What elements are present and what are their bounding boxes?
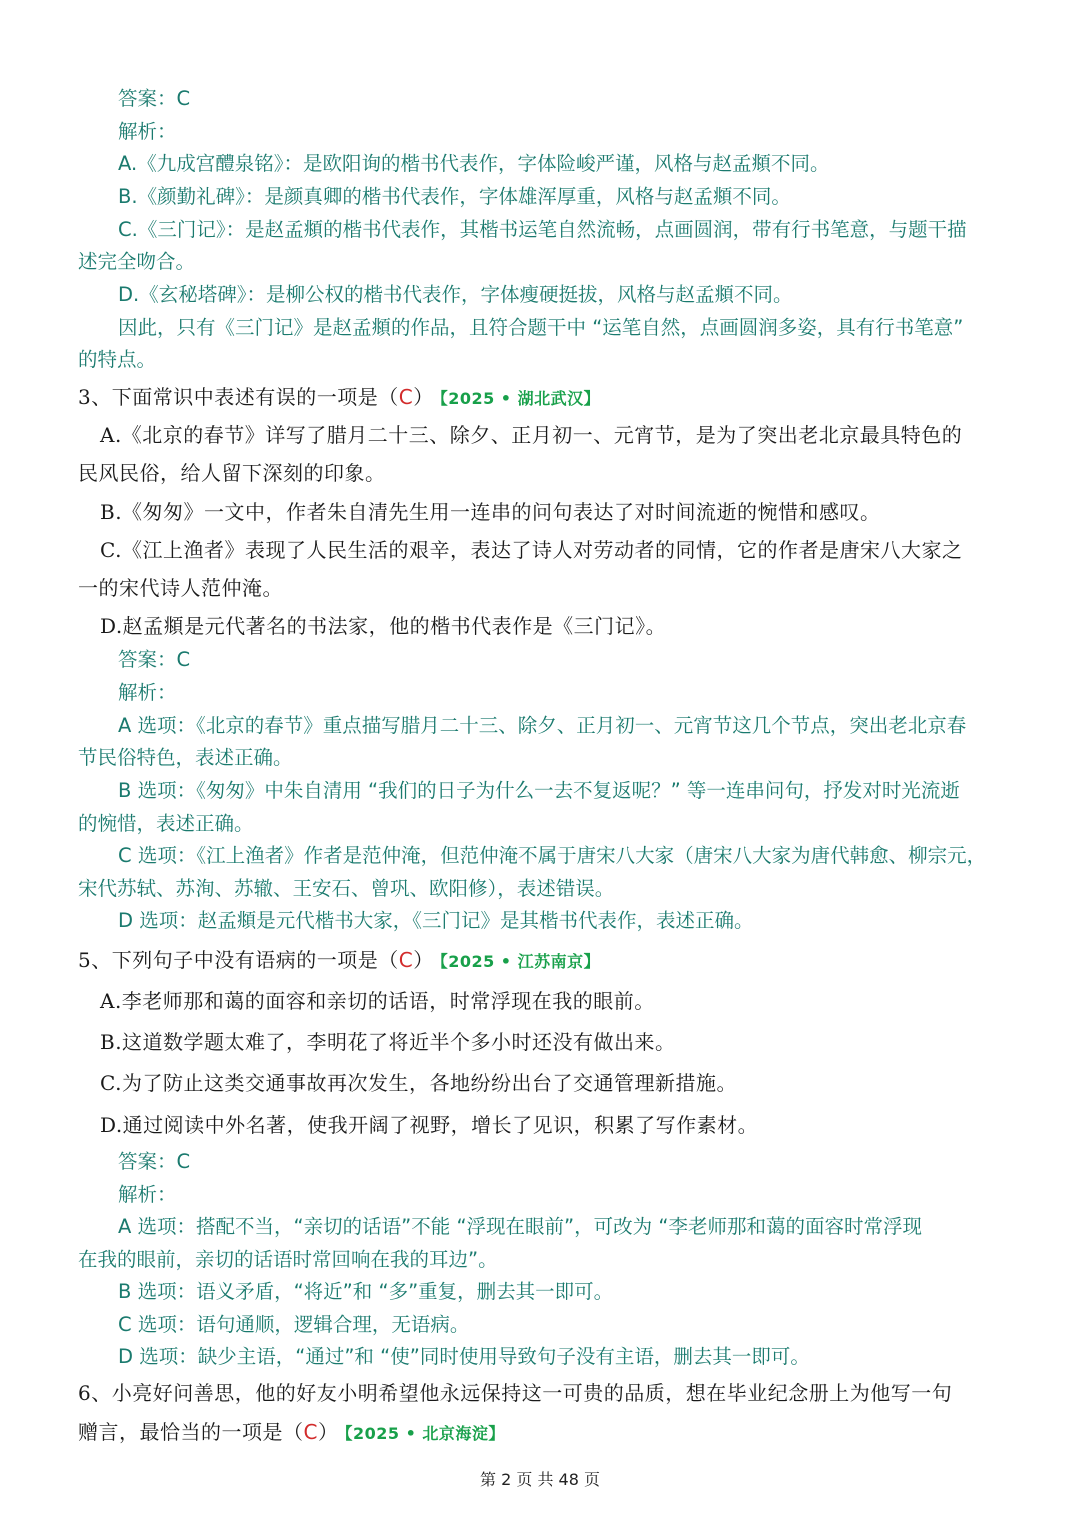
answer-line — [118, 280, 1048, 310]
answer-letter: C — [303, 1420, 318, 1444]
source-tag: 【2025 • 江苏南京】 — [439, 952, 601, 971]
source-tag: 【2025 • 湖北武汉】 — [439, 389, 601, 408]
line-text: 解析： — [118, 1183, 177, 1206]
question-line — [78, 945, 1008, 977]
line-text: C.《三门记》：是赵孟頫的楷书代表作，其楷书运笔自然流畅，点画圆润，带有行书笔意，与题干描 — [118, 218, 967, 241]
answer-line — [118, 215, 1048, 245]
question-line — [100, 1110, 1030, 1140]
answer-line — [118, 149, 1048, 179]
question-line — [78, 458, 1008, 488]
line-text: A 选项：《北京的春节》重点描写腊月二十三、除夕、正月初一、元宵节这几个节点，突出老北京春 — [118, 714, 967, 737]
line-text: B.《匆匆》一文中，作者朱自清先生用一连串的问句表达了对时间流逝的惋惜和感叹。 — [100, 500, 881, 524]
line-text: B.《颜勤礼碑》：是颜真卿的楷书代表作，字体雄浑厚重，风格与赵孟頫不同。 — [118, 185, 791, 208]
line-text: A 选项：搭配不当，“亲切的话语”不能 “浮现在眼前”，可改为 “李老师那和蔼的面容时常浮现 — [118, 1215, 922, 1238]
line-text: B 选项：语义矛盾，“将近”和 “多”重复，删去其一即可。 — [118, 1280, 614, 1303]
answer-line — [78, 874, 1008, 904]
question-line — [100, 535, 1030, 565]
line-text: D.《玄秘塔碑》：是柳公权的楷书代表作，字体瘦硬挺拔，风格与赵孟頫不同。 — [118, 283, 793, 306]
line-text: 宋代苏轼、苏洵、苏辙、王安石、曾巩、欧阳修），表述错误。 — [78, 877, 615, 900]
question-line — [100, 1068, 1030, 1098]
answer-line — [118, 1180, 1048, 1210]
line-text: D.赵孟頫是元代著名的书法家，他的楷书代表作是《三门记》。 — [100, 614, 667, 638]
page-footer: 第 2 页 共 48 页 — [480, 1470, 600, 1489]
answer-line — [118, 1310, 1048, 1340]
line-text: 述完全吻合。 — [78, 250, 196, 273]
answer-line — [118, 906, 1048, 936]
answer-line — [118, 182, 1048, 212]
line-text: 民风民俗，给人留下深刻的印象。 — [78, 461, 386, 485]
line-text: D.通过阅读中外名著，使我开阔了视野，增长了见识，积累了写作素材。 — [100, 1113, 759, 1137]
line-text: 赠言，最恰当的一项是（ — [78, 1420, 304, 1444]
line-text: B 选项：《匆匆》中朱自清用 “我们的日子为什么一去不复返呢？” 等一连串问句，抒发对时光流逝 — [118, 779, 960, 802]
line-text: C 选项：语句通顺，逻辑合理，无语病。 — [118, 1313, 470, 1336]
answer-line — [118, 678, 1048, 708]
question-line — [100, 420, 1030, 450]
line-text: B.这道数学题太难了，李明花了将近半个多小时还没有做出来。 — [100, 1030, 676, 1054]
closing-paren: ） — [317, 1420, 339, 1444]
line-text: A.《北京的春节》详写了腊月二十三、除夕、正月初一、元宵节，是为了突出老北京最具特色的 — [100, 423, 963, 447]
line-text: A.《九成宫醴泉铭》：是欧阳询的楷书代表作，字体险峻严谨，风格与赵孟頫不同。 — [118, 152, 830, 175]
answer-line — [78, 1245, 1008, 1275]
line-text: D 选项：赵孟頫是元代楷书大家，《三门记》是其楷书代表作，表述正确。 — [118, 909, 754, 932]
line-text: C.为了防止这类交通事故再次发生，各地纷纷出台了交通管理新措施。 — [100, 1071, 737, 1095]
closing-paren: ） — [413, 948, 434, 972]
answer-line — [78, 743, 1008, 773]
line-text: C 选项：《江上渔者》作者是范仲淹，但范仲淹不属于唐宋八大家（唐宋八大家为唐代韩愈、柳宗元， — [118, 844, 987, 867]
line-text: 的特点。 — [78, 348, 157, 371]
answer-line — [118, 1212, 1048, 1242]
line-text: A.李老师那和蔼的面容和亲切的话语，时常浮现在我的眼前。 — [100, 989, 655, 1013]
line-text: 解析： — [118, 681, 177, 704]
line-text: 6、小亮好问善思，他的好友小明希望他永远保持这一可贵的品质，想在毕业纪念册上为他写一句 — [78, 1381, 953, 1405]
answer-line — [78, 809, 1008, 839]
question-line — [78, 1417, 1008, 1449]
question-line — [78, 573, 1008, 603]
line-text: C.《江上渔者》表现了人民生活的艰辛，表达了诗人对劳动者的同情，它的作者是唐宋八大家之 — [100, 538, 963, 562]
question-line — [100, 1027, 1030, 1057]
answer-line — [118, 841, 1048, 871]
line-text: 答案：C — [118, 1150, 191, 1173]
question-line — [100, 611, 1030, 641]
answer-line — [118, 1277, 1048, 1307]
answer-letter: C — [398, 385, 414, 409]
line-text: 的惋惜，表述正确。 — [78, 812, 254, 835]
answer-line — [118, 776, 1048, 806]
line-text: 一的宋代诗人范仲淹。 — [78, 576, 283, 600]
line-text: 答案：C — [118, 87, 191, 110]
line-text: D 选项：缺少主语，“通过”和 “使”同时使用导致句子没有主语，删去其一即可。 — [118, 1345, 810, 1368]
line-text: 在我的眼前，亲切的话语时常回响在我的耳边”。 — [78, 1248, 498, 1271]
answer-line — [118, 1147, 1048, 1177]
answer-line — [118, 313, 1048, 343]
line-text: 因此，只有《三门记》是赵孟頫的作品，且符合题干中 “运笔自然，点画圆润多姿，具有行书笔意” — [118, 316, 964, 339]
question-line — [100, 497, 1030, 527]
question-line — [100, 986, 1030, 1016]
answer-line — [78, 247, 1008, 277]
question-line — [78, 382, 1008, 414]
answer-line — [118, 645, 1048, 675]
line-text: 答案：C — [118, 648, 191, 671]
answer-letter: C — [398, 948, 414, 972]
line-text: 3、下面常识中表述有误的一项是（ — [78, 385, 399, 409]
source-tag: 【2025 • 北京海淀】 — [344, 1424, 505, 1443]
line-text: 解析： — [118, 120, 177, 143]
answer-line — [118, 1342, 1048, 1372]
answer-line — [118, 117, 1048, 147]
answer-line — [118, 711, 1048, 741]
question-line — [78, 1378, 1008, 1408]
answer-line — [118, 84, 1048, 114]
answer-line — [78, 345, 1008, 375]
line-text: 节民俗特色，表述正确。 — [78, 746, 293, 769]
line-text: 5、下列句子中没有语病的一项是（ — [78, 948, 399, 972]
closing-paren: ） — [413, 385, 434, 409]
